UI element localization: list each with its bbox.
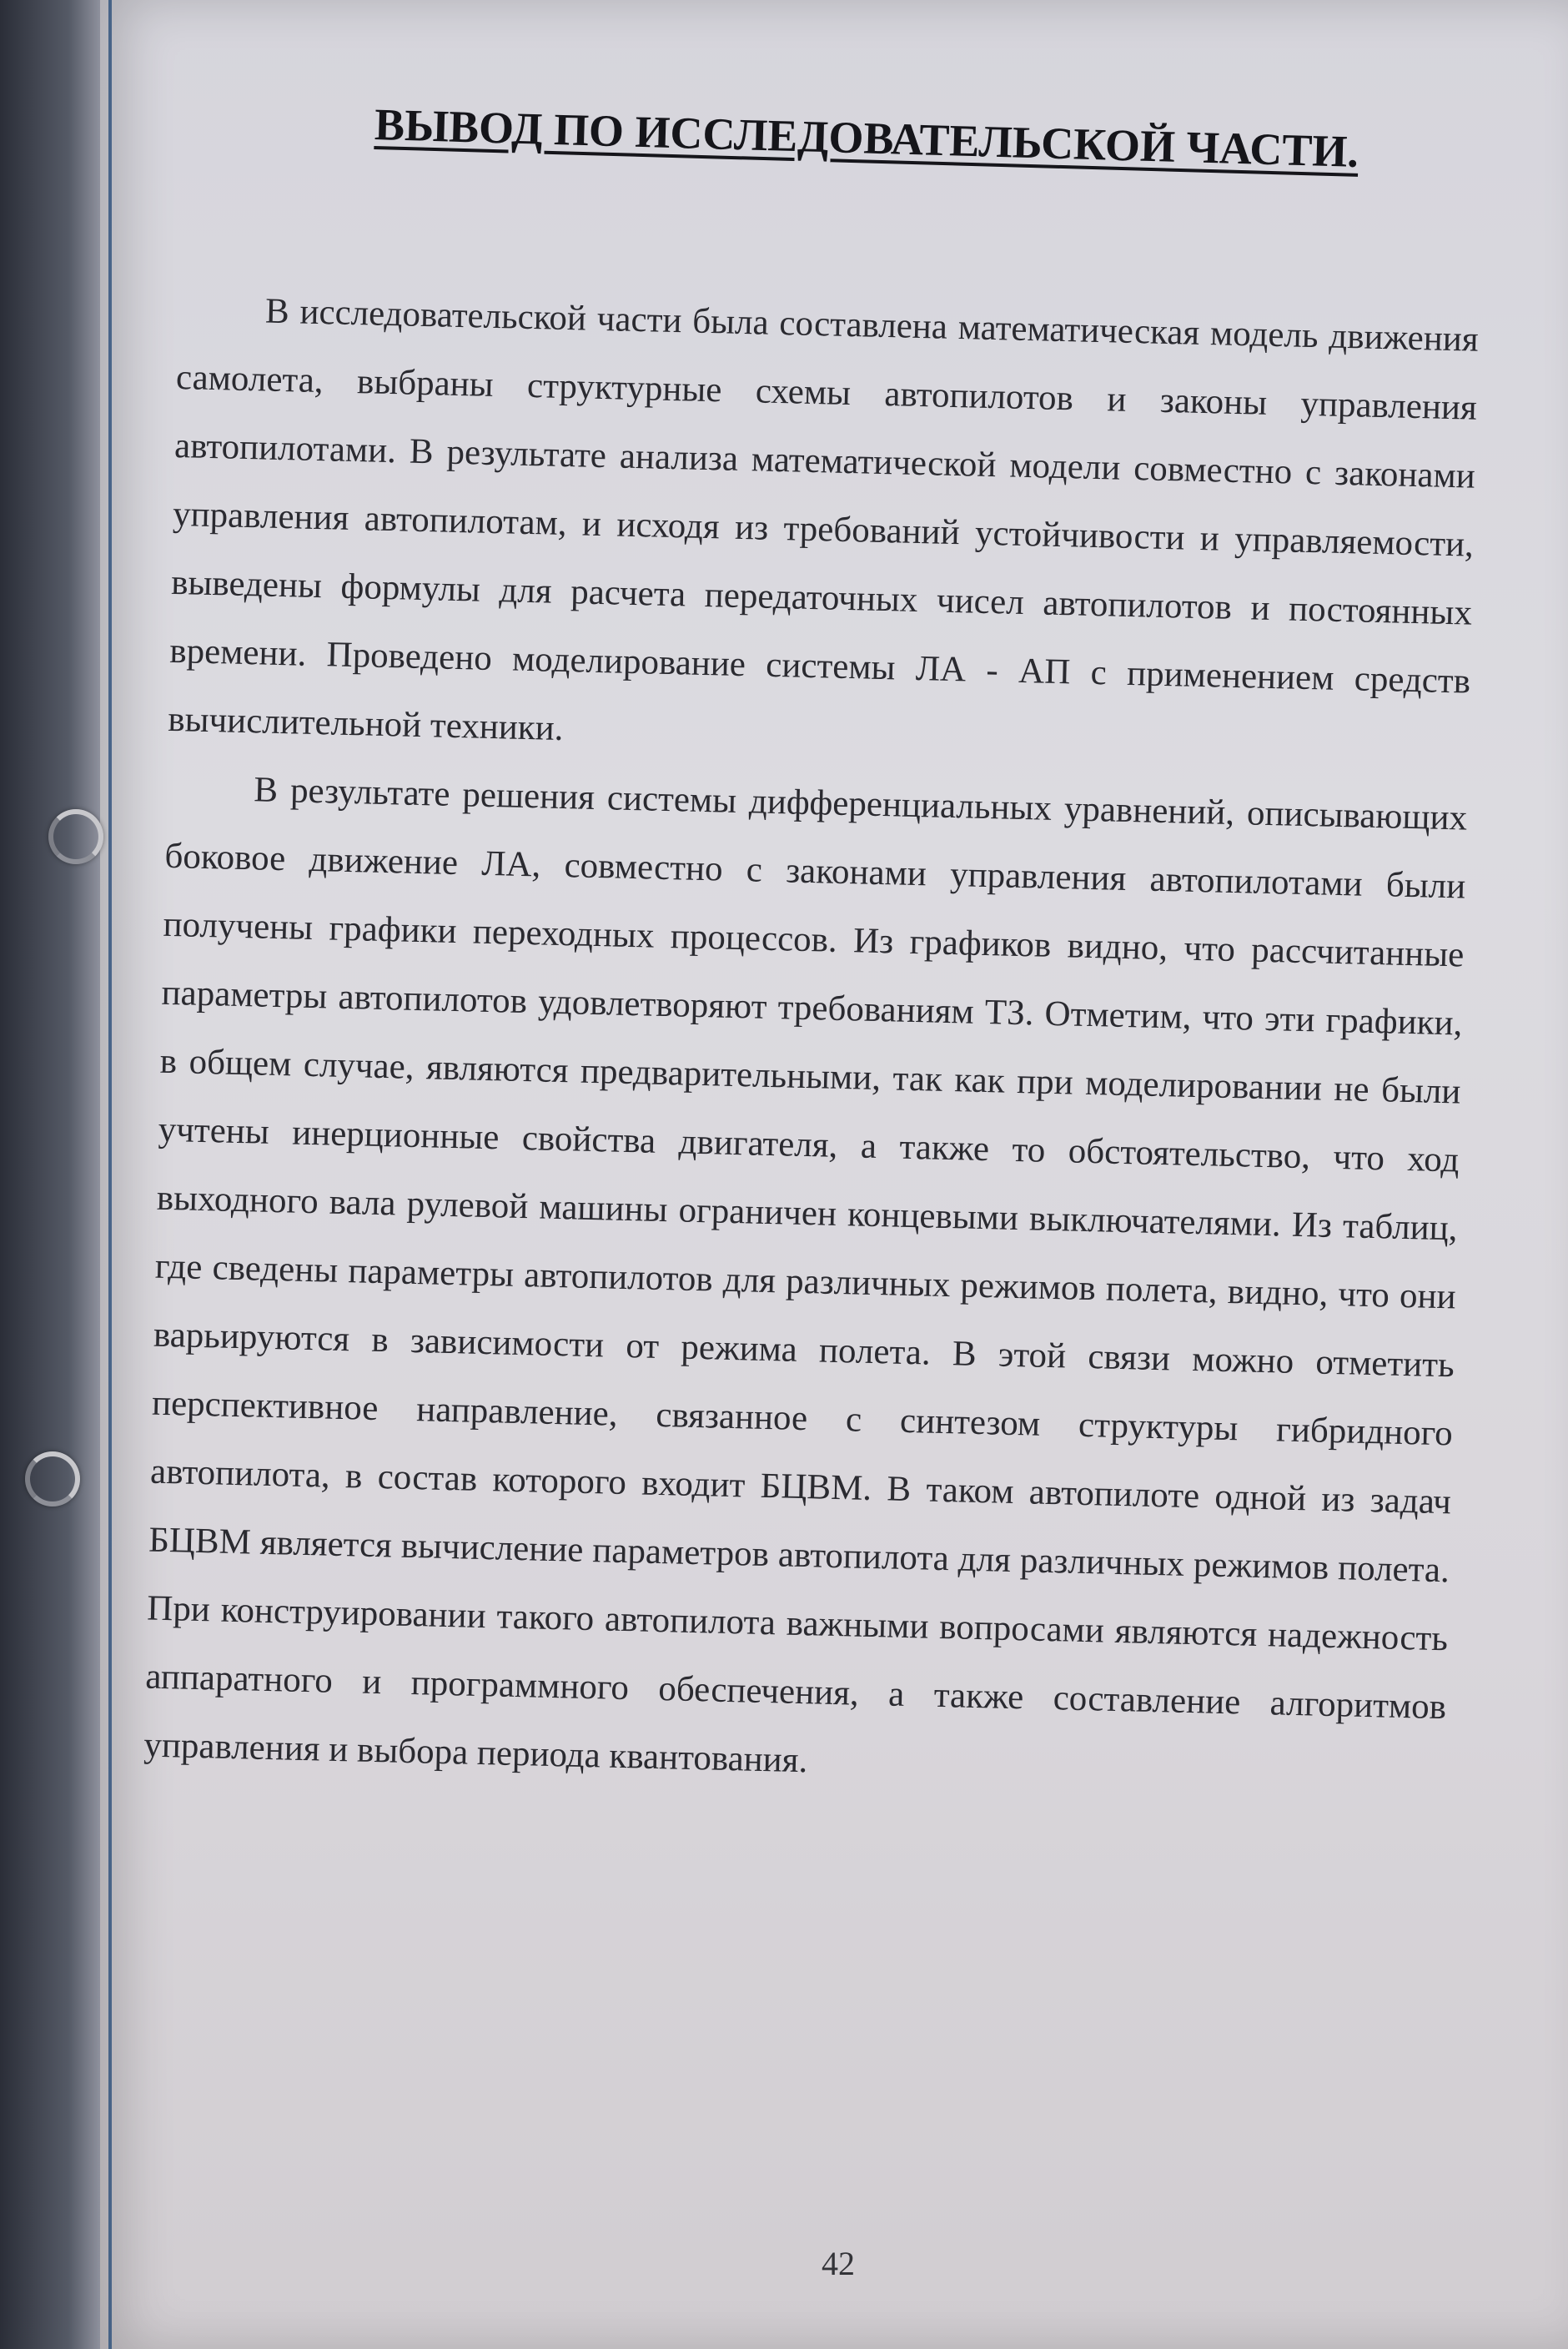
page-edge-line: [108, 0, 112, 2349]
binder-ring: [25, 1451, 80, 1506]
binder-ring: [48, 809, 103, 864]
page-title: ВЫВОД ПО ИССЛЕДОВАТЕЛЬСКОЙ ЧАСТИ.: [374, 98, 1359, 177]
paragraph-2: В результате решения системы дифференциальных уравнений, описывающих боковое движение ЛА, совместно с законами управления автопилотами были получены графики переходных процессов. Из графиков видно, что рассчитанные параметры автопилотов удовлетворяют требованиям ТЗ. Отметим, что эти графики, в общем случае, являются предварительными, так как при моделировании не были учтены инерционные свойства двигателя, а также то обстоятельство, что ход выходного вала рулевой машины ограничен концевыми выключателями. Из таблиц, где сведены параметры автопилотов для различных режимов полета, видно, что они варьируются в зависимости от режима полета. В этой связи можно отметить перспективное направление, связанное с синтезом структуры гибридного автопилота, в состав которого входит БЦВМ. В таком автопилоте одной из задач БЦВМ является вычисление параметров автопилота для различных режимов полета. При конструировании такого автопилота важными вопросами являются надежность аппаратного и программного обеспечения, а также составление алгоритмов управления и выбора периода квантования.: [143, 770, 1468, 1781]
paragraph-1: В исследовательской части была составлена математическая модель движения самолета, выбраны структурные схемы автопилотов и законы управления автопилотами. В результате анализа математической модели совместно с законами управления автопилотам, и исходя из требований устойчивости и управляемости, выведены формулы для расчета передаточных чисел автопилотов и постоянных времени. Проведено моделирование системы ЛА - АП с применением средств вычислительной техники.: [167, 291, 1480, 749]
page-number: 42: [822, 2245, 855, 2282]
body-text: [143, 275, 1479, 1810]
